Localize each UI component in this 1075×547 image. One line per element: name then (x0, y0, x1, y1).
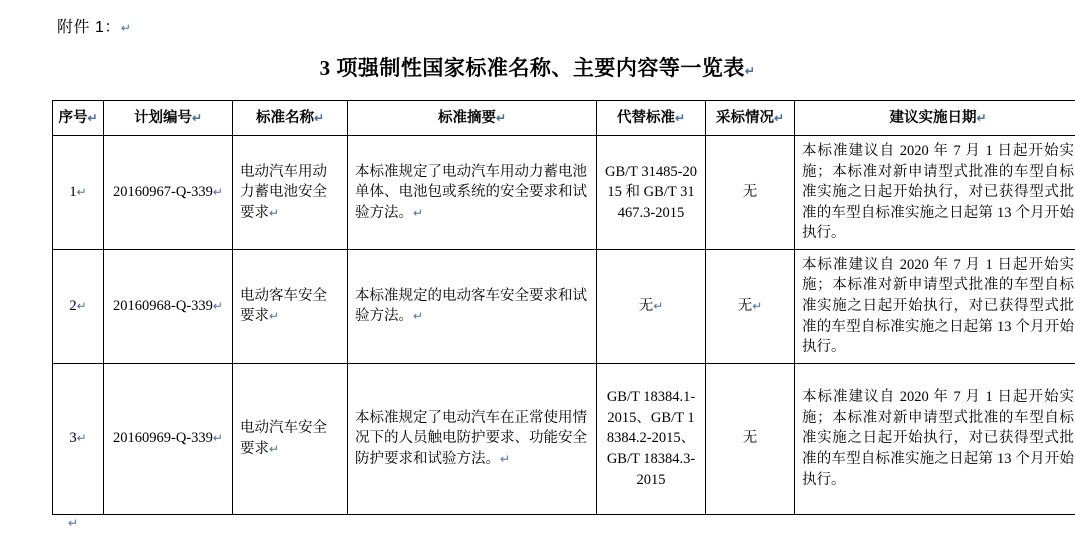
cell-abstract-text: 本标准规定了电动汽车在正常使用情况下的人员触电防护要求、功能安全防护要求和试验方法。 (355, 409, 587, 468)
table-row (53, 363, 1075, 514)
paragraph-mark-icon: ↵ (76, 299, 87, 314)
cell-std-name (233, 136, 348, 250)
cell-adoption (706, 363, 795, 514)
paragraph-mark-icon: ↵ (744, 64, 756, 78)
cell-implement-date-text: 本标准建议自 2020 年 7 月 1 日起开始实施；本标准对新申请型式批准的车型自标准实施之日起开始执行，对已获得型式批准的车型自标准实施之日起第 13 个月开始执行。 (802, 389, 1074, 488)
page-title-text: 3 项强制性国家标准名称、主要内容等一览表 (319, 56, 745, 80)
cell-replaced (597, 249, 706, 363)
paragraph-mark-icon: ↵ (413, 205, 424, 220)
cell-plan-no-text: 20160968-Q-339 (113, 298, 213, 315)
column-header-std-name (233, 101, 348, 136)
cell-plan-no (104, 249, 233, 363)
cell-abstract (348, 136, 597, 250)
cell-implement-date (795, 136, 1075, 250)
cell-seq (53, 363, 104, 514)
cell-seq (53, 249, 104, 363)
cell-replaced-text: 无 (638, 298, 654, 315)
paragraph-mark-icon: ↵ (413, 309, 424, 324)
cell-seq-text: 1 (69, 184, 77, 201)
paragraph-mark-icon: ↵ (653, 299, 664, 314)
paragraph-mark-icon: ↵ (87, 110, 98, 125)
cell-seq (53, 136, 104, 250)
cell-seq-text: 2 (69, 298, 77, 315)
column-header-implement-date-text: 建议实施日期 (889, 109, 977, 126)
column-header-implement-date (795, 101, 1075, 136)
column-header-seq (53, 101, 104, 136)
cell-replaced (597, 363, 706, 514)
cell-std-name (233, 249, 348, 363)
attachment-label-text: 附件 1： (57, 19, 121, 36)
column-header-seq-text: 序号 (58, 109, 88, 126)
cell-implement-date (795, 249, 1075, 363)
column-header-adoption-text: 采标情况 (715, 109, 774, 126)
cell-plan-no (104, 363, 233, 514)
paragraph-mark-icon: ↵ (212, 299, 223, 314)
page-title (0, 52, 1075, 82)
cell-replaced (597, 136, 706, 250)
cell-abstract-text: 本标准规定的电动客车安全要求和试验方法。 (355, 287, 587, 325)
cell-seq-text: 3 (69, 430, 77, 447)
table-header-row (53, 101, 1075, 136)
cell-replaced-text: GB/T 31485-2015 和 GB/T 31467.3-2015 (605, 163, 697, 221)
cell-plan-no (104, 136, 233, 250)
cell-adoption (706, 249, 795, 363)
cell-abstract (348, 363, 597, 514)
table-row (53, 136, 1075, 250)
paragraph-mark-icon: ↵ (269, 309, 280, 324)
cell-std-name (233, 363, 348, 514)
table-row (53, 249, 1075, 363)
cell-implement-date-text: 本标准建议自 2020 年 7 月 1 日起开始实施；本标准对新申请型式批准的车型自标准实施之日起开始执行，对已获得型式批准的车型自标准实施之日起第 13 个月开始执行。 (802, 143, 1074, 242)
paragraph-mark-icon: ↵ (269, 205, 280, 220)
paragraph-mark-icon: ↵ (212, 431, 223, 446)
paragraph-mark-icon: ↵ (313, 110, 325, 125)
cell-abstract (348, 249, 597, 363)
column-header-replaced (597, 101, 706, 136)
paragraph-mark-icon: ↵ (212, 185, 223, 200)
paragraph-mark-icon: ↵ (500, 452, 511, 467)
cell-std-name-text: 电动汽车安全要求 (240, 420, 327, 457)
column-header-std-name-text: 标准名称 (255, 109, 314, 126)
paragraph-mark-icon: ↵ (976, 110, 987, 125)
column-header-replaced-text: 代替标准 (616, 109, 675, 126)
cell-abstract-text: 本标准规定了电动汽车用动力蓄电池单体、电池包或系统的安全要求和试验方法。 (355, 163, 587, 221)
paragraph-mark-icon: ↵ (120, 21, 132, 35)
column-header-abstract (348, 101, 597, 136)
cell-plan-no-text: 20160969-Q-339 (113, 430, 213, 447)
cell-adoption-text: 无 (742, 430, 758, 447)
column-header-plan-no-text: 计划编号 (133, 109, 192, 126)
attachment-label (57, 14, 131, 37)
cell-plan-no-text: 20160967-Q-339 (113, 184, 213, 201)
trailing-paragraph-mark-icon: ↵ (68, 516, 79, 530)
paragraph-mark-icon: ↵ (752, 299, 763, 314)
cell-replaced-text: GB/T 18384.1-2015、GB/T 18384.2-2015、GB/T 18384.3-2015 (606, 389, 696, 488)
cell-implement-date (795, 363, 1075, 514)
paragraph-mark-icon: ↵ (773, 110, 785, 125)
cell-std-name-text: 电动汽车用动力蓄电池安全要求 (240, 163, 327, 221)
paragraph-mark-icon: ↵ (495, 110, 507, 125)
paragraph-mark-icon: ↵ (191, 110, 203, 125)
cell-adoption-text: 无 (742, 184, 758, 201)
cell-adoption (706, 136, 795, 250)
cell-std-name-text: 电动客车安全要求 (240, 287, 327, 325)
column-header-adoption (706, 101, 795, 136)
paragraph-mark-icon: ↵ (674, 110, 686, 125)
cell-adoption-text: 无 (737, 298, 753, 315)
paragraph-mark-icon: ↵ (76, 185, 87, 200)
column-header-plan-no (104, 101, 233, 136)
paragraph-mark-icon: ↵ (269, 441, 280, 456)
column-header-abstract-text: 标准摘要 (437, 109, 496, 126)
paragraph-mark-icon: ↵ (76, 431, 87, 446)
cell-implement-date-text: 本标准建议自 2020 年 7 月 1 日起开始实施；本标准对新申请型式批准的车型自标准实施之日起开始执行，对已获得型式批准的车型自标准实施之日起第 13 个月开始执行。 (802, 256, 1074, 356)
standards-table (52, 100, 1075, 515)
